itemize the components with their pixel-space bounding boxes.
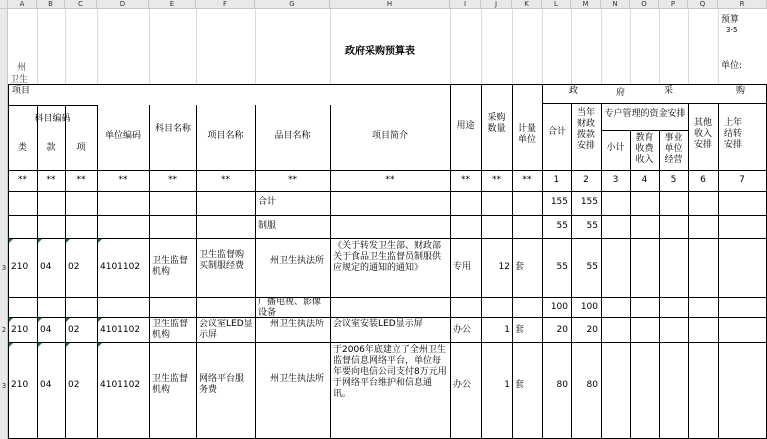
cell-subject-name[interactable]: 卫生监督机构 <box>152 319 189 340</box>
cell-fiscal[interactable]: 80 <box>586 380 598 390</box>
col-header-j[interactable]: J <box>481 0 512 9</box>
cell-unit-code[interactable]: 4101102 <box>100 262 141 272</box>
cell-unit[interactable]: 套 <box>515 262 525 272</box>
sheet-title: 政府采购预算表 <box>345 46 415 57</box>
col-header-r[interactable]: R <box>718 0 767 9</box>
star-cell[interactable]: ** <box>168 175 177 185</box>
unit-left-label-2: 卫生 <box>10 75 29 85</box>
cell-total[interactable]: 20 <box>556 325 568 335</box>
col-header-h[interactable]: H <box>330 0 450 9</box>
col-header-o[interactable]: O <box>630 0 659 9</box>
header-project: 项目 <box>12 86 31 96</box>
cell-class[interactable]: 210 <box>11 262 29 272</box>
error-indicator-icon <box>98 318 102 322</box>
col-header-e[interactable]: E <box>149 0 196 9</box>
col-header-l[interactable]: L <box>542 0 571 9</box>
index-cell[interactable]: 4 <box>641 175 648 185</box>
total-label[interactable]: 合计 <box>258 197 277 207</box>
error-indicator-icon <box>98 239 102 243</box>
error-indicator-icon <box>38 343 42 347</box>
header-class: 类 <box>17 143 27 153</box>
cell-xiang[interactable]: 02 <box>68 262 80 272</box>
header-xiang: 项 <box>76 143 86 153</box>
error-indicator-icon <box>9 318 13 322</box>
col-header-m[interactable]: M <box>571 0 601 9</box>
header-subject-name: 科目名称 <box>154 124 191 134</box>
star-cell[interactable]: ** <box>46 175 56 185</box>
cell-subject-name[interactable]: 卫生监督机构 <box>152 256 189 277</box>
category-label-uniform[interactable]: 制服 <box>258 221 277 231</box>
header-subject-code: 科目编码 <box>34 114 71 124</box>
cell-project-intro[interactable]: 会议室安装LED显示屏 <box>333 319 423 329</box>
header-total: 合计 <box>548 127 567 137</box>
total-value[interactable]: 155 <box>550 197 568 207</box>
error-indicator-icon <box>66 239 70 243</box>
header-budget-char-3: 采 <box>664 86 674 96</box>
col-header-i[interactable]: I <box>450 0 481 9</box>
col-header-d[interactable]: D <box>97 0 149 9</box>
row-number[interactable]: 3 <box>1 264 7 272</box>
cell-unit[interactable]: 套 <box>515 325 525 335</box>
cell-xiang[interactable]: 02 <box>68 325 80 335</box>
unit-label: 单位: <box>721 61 743 71</box>
select-all-corner[interactable] <box>0 0 8 9</box>
cell-qty[interactable]: 1 <box>504 325 510 335</box>
cell-qty[interactable]: 1 <box>504 380 510 390</box>
cell-project-name[interactable]: 卫生监督购买制服经费 <box>199 250 245 271</box>
cell-usage[interactable]: 办公 <box>453 380 472 390</box>
star-cell[interactable]: ** <box>76 175 86 185</box>
row-header-strip[interactable] <box>0 9 8 439</box>
header-other-income: 其他收入安排 <box>693 118 712 150</box>
broadcast-fiscal[interactable]: 100 <box>580 302 598 312</box>
error-indicator-icon <box>38 239 42 243</box>
cell-class[interactable]: 210 <box>11 325 29 335</box>
index-cell[interactable]: 2 <box>583 175 589 185</box>
error-indicator-icon <box>98 343 102 347</box>
header-prev-year: 上年结转安排 <box>723 118 742 150</box>
header-budget-char-2: 府 <box>616 88 626 98</box>
col-header-k[interactable]: K <box>512 0 542 9</box>
header-budget-char-1: 政 <box>569 86 579 96</box>
cell-usage[interactable]: 办公 <box>453 325 472 335</box>
col-header-p[interactable]: P <box>659 0 688 9</box>
broadcast-total[interactable]: 100 <box>550 302 568 312</box>
error-indicator-icon <box>66 318 70 322</box>
cell-kuan[interactable]: 04 <box>40 262 52 272</box>
cell-total[interactable]: 80 <box>556 380 568 390</box>
star-cell[interactable]: ** <box>221 175 230 185</box>
header-usage: 用途 <box>456 121 475 131</box>
cell-project-intro[interactable]: 《关于转发卫生部、财政部关于食品卫生监督员制服供应规定的通知的通知》 <box>333 241 442 273</box>
total-fiscal-value[interactable]: 155 <box>580 197 598 207</box>
star-cell[interactable]: ** <box>18 175 27 185</box>
header-kuan: 款 <box>46 143 56 153</box>
col-header-c[interactable]: C <box>65 0 97 9</box>
star-cell[interactable]: ** <box>118 175 128 185</box>
category-label-broadcast[interactable]: 广播电视、影像设备 <box>258 297 322 317</box>
header-unit: 计量单位 <box>517 124 536 145</box>
star-cell[interactable]: ** <box>461 175 470 185</box>
cell-total[interactable]: 55 <box>556 262 568 272</box>
col-header-q[interactable]: Q <box>688 0 718 9</box>
star-cell[interactable]: ** <box>492 175 501 185</box>
uniform-fiscal[interactable]: 55 <box>586 221 598 231</box>
cell-project-intro[interactable]: 于2006年底建立了全州卫生监督信息网络平台，单位每年要向电信公司支付8万元用于网络平台维护和信息通讯。 <box>333 345 447 399</box>
star-cell[interactable]: ** <box>522 175 532 185</box>
cell-kuan[interactable]: 04 <box>40 380 52 390</box>
cell-item-name[interactable]: 州卫生执法所 <box>270 374 325 384</box>
cell-subject-name[interactable]: 卫生监督机构 <box>152 374 189 395</box>
error-indicator-icon <box>9 239 13 243</box>
header-budget-char-4: 购 <box>736 86 746 96</box>
star-cell[interactable]: ** <box>288 175 297 185</box>
col-header-a[interactable]: A <box>8 0 37 9</box>
header-qty: 采购数量 <box>487 113 506 134</box>
sheet-corner-code: 3-5 <box>726 26 738 34</box>
cell-kuan[interactable]: 04 <box>40 325 52 335</box>
index-cell[interactable]: 6 <box>700 175 706 185</box>
cell-project-name[interactable]: 网络平台服务费 <box>199 374 245 395</box>
header-unit-code: 单位编码 <box>104 131 141 141</box>
error-indicator-icon <box>9 343 13 347</box>
index-cell[interactable]: 1 <box>553 175 560 185</box>
header-special-fund: 专户管理的资金安排 <box>604 109 686 119</box>
cell-fiscal[interactable]: 20 <box>586 325 598 335</box>
index-cell[interactable]: 5 <box>670 175 677 185</box>
row-number[interactable]: 2 <box>1 326 7 334</box>
index-cell[interactable]: 7 <box>739 175 745 185</box>
error-indicator-icon <box>66 343 70 347</box>
cell-project-name[interactable]: 会议室LED显示屏 <box>199 319 253 340</box>
unit-left-label: 州 <box>17 63 27 73</box>
cell-qty[interactable]: 12 <box>498 262 510 272</box>
star-cell[interactable]: ** <box>385 175 395 185</box>
cell-unit[interactable]: 套 <box>515 380 525 390</box>
cell-unit-code[interactable]: 4101102 <box>100 325 141 335</box>
header-biz-income: 事业单位经营 <box>664 133 683 165</box>
header-subtotal: 小计 <box>606 143 625 153</box>
index-cell[interactable]: 3 <box>612 175 619 185</box>
header-item-name: 品目名称 <box>274 131 311 141</box>
header-fiscal: 当年财政拨款安排 <box>576 108 595 151</box>
cell-unit-code[interactable]: 4101102 <box>100 380 141 390</box>
cell-xiang[interactable]: 02 <box>68 380 80 390</box>
col-header-f[interactable]: F <box>196 0 255 9</box>
cell-item-name[interactable]: 州卫生执法所 <box>270 319 325 329</box>
col-header-g[interactable]: G <box>255 0 330 9</box>
sheet-corner-label: 预算 <box>721 15 740 25</box>
cell-usage[interactable]: 专用 <box>453 262 472 272</box>
header-project-name: 项目名称 <box>207 131 244 141</box>
header-project-intro: 项目简介 <box>371 131 408 141</box>
uniform-total[interactable]: 55 <box>556 221 568 231</box>
col-header-b[interactable]: B <box>37 0 65 9</box>
row-number[interactable]: 3 <box>1 382 7 390</box>
error-indicator-icon <box>38 318 42 322</box>
header-edu-fee: 教育收费收入 <box>635 133 654 165</box>
cell-item-name[interactable]: 州卫生执法所 <box>270 256 325 266</box>
cell-class[interactable]: 210 <box>11 380 29 390</box>
col-header-n[interactable]: N <box>601 0 630 9</box>
cell-fiscal[interactable]: 55 <box>586 262 598 272</box>
